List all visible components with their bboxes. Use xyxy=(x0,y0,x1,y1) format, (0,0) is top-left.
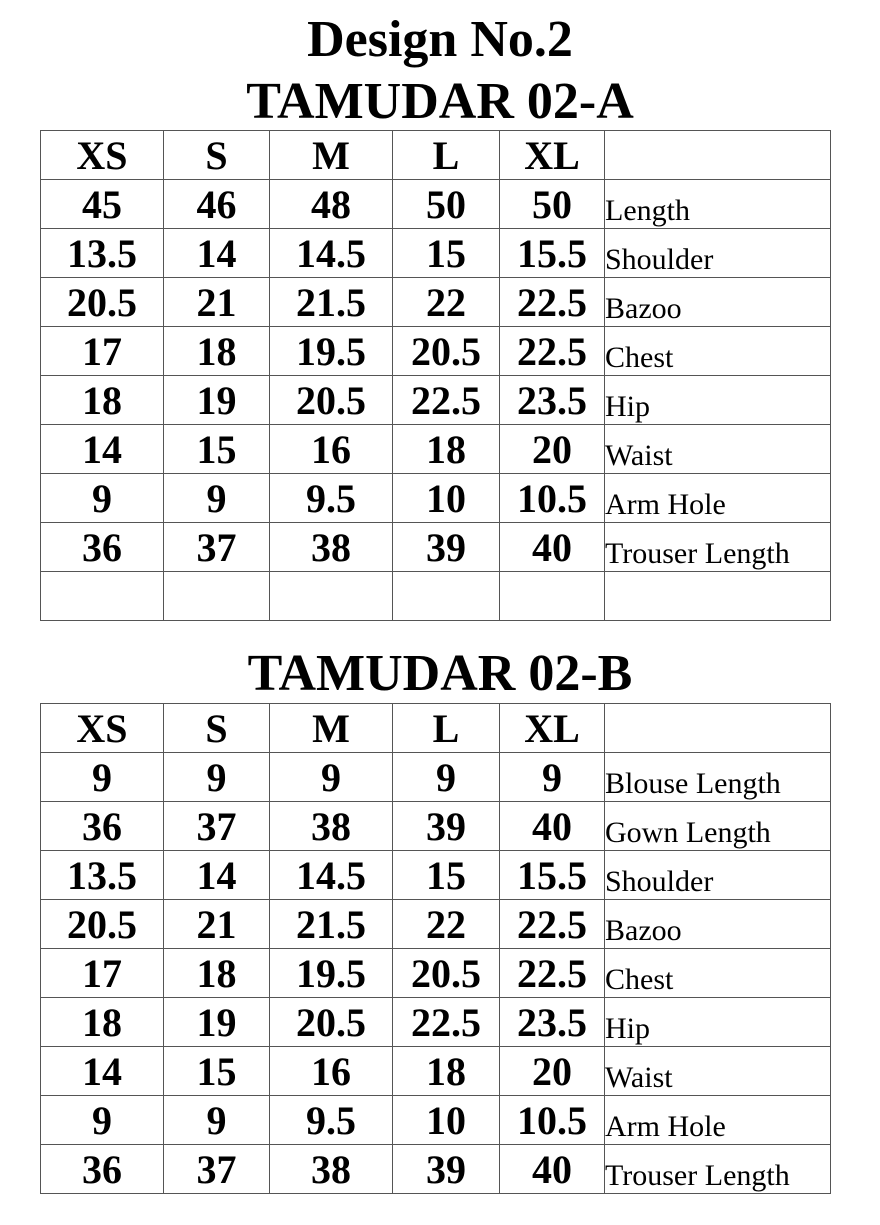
measurement-label: Trouser Length xyxy=(605,523,831,572)
measurement-label: Trouser Length xyxy=(605,1145,831,1194)
table-row xyxy=(41,900,831,949)
table-row xyxy=(41,523,831,572)
measurement-cell: 17 xyxy=(41,949,164,998)
measurement-cell: 22 xyxy=(393,900,500,949)
measurement-cell: 10 xyxy=(393,474,500,523)
measurement-label: Bazoo xyxy=(605,900,831,949)
measurement-cell: 36 xyxy=(41,802,164,851)
measurement-cell: 9 xyxy=(164,474,270,523)
table-row xyxy=(41,1047,831,1096)
measurement-cell: 14.5 xyxy=(270,229,393,278)
measurement-cell: 37 xyxy=(164,1145,270,1194)
table-row xyxy=(41,1096,831,1145)
measurement-cell: 14 xyxy=(41,1047,164,1096)
measurement-cell: 19 xyxy=(164,376,270,425)
measurement-cell: 19.5 xyxy=(270,327,393,376)
measurement-cell: 21.5 xyxy=(270,900,393,949)
measurement-cell: 22.5 xyxy=(393,376,500,425)
measurement-cell: 18 xyxy=(164,949,270,998)
table-row xyxy=(41,572,831,621)
measurement-cell: 20.5 xyxy=(270,998,393,1047)
measurement-cell: 13.5 xyxy=(41,229,164,278)
measurement-cell: 36 xyxy=(41,1145,164,1194)
measurement-cell: 20.5 xyxy=(41,278,164,327)
measurement-cell xyxy=(164,572,270,621)
measurement-cell: 9 xyxy=(393,753,500,802)
measurement-cell xyxy=(41,572,164,621)
measurement-label: Arm Hole xyxy=(605,1096,831,1145)
measurement-cell: 20 xyxy=(500,425,605,474)
measurement-cell: 14.5 xyxy=(270,851,393,900)
measurement-cell: 23.5 xyxy=(500,376,605,425)
measurement-cell: 15 xyxy=(164,425,270,474)
table-b-title: TAMUDAR 02-B xyxy=(247,645,633,702)
measurement-label: Blouse Length xyxy=(605,753,831,802)
measurement-cell xyxy=(500,572,605,621)
measurement-label: Chest xyxy=(605,327,831,376)
table-row xyxy=(41,851,831,900)
design-title: Design No.2 xyxy=(307,11,573,68)
measurement-cell: 20.5 xyxy=(393,949,500,998)
measurement-cell: 9.5 xyxy=(270,1096,393,1145)
measurement-cell: 22.5 xyxy=(500,900,605,949)
table-row xyxy=(41,229,831,278)
measurement-cell: 15 xyxy=(393,229,500,278)
table-a-title: TAMUDAR 02-A xyxy=(246,73,634,130)
measurement-cell: 50 xyxy=(393,180,500,229)
measurement-cell: 40 xyxy=(500,802,605,851)
size-header: M xyxy=(270,131,393,180)
size-table-b xyxy=(40,703,831,1194)
measurement-cell: 46 xyxy=(164,180,270,229)
measurement-label: Hip xyxy=(605,998,831,1047)
measurement-cell: 20.5 xyxy=(393,327,500,376)
measurement-cell: 40 xyxy=(500,523,605,572)
measurement-cell: 23.5 xyxy=(500,998,605,1047)
measurement-cell: 20 xyxy=(500,1047,605,1096)
measurement-cell: 19.5 xyxy=(270,949,393,998)
measurement-cell: 38 xyxy=(270,802,393,851)
size-header: L xyxy=(393,131,500,180)
measurement-cell: 50 xyxy=(500,180,605,229)
table-row xyxy=(41,376,831,425)
measurement-cell: 10 xyxy=(393,1096,500,1145)
measurement-cell: 22.5 xyxy=(500,327,605,376)
table-row xyxy=(41,180,831,229)
table-row xyxy=(41,998,831,1047)
size-header: XL xyxy=(500,704,605,753)
measurement-cell: 22.5 xyxy=(500,278,605,327)
table-header-row xyxy=(41,704,831,753)
table-row xyxy=(41,474,831,523)
measurement-cell: 10.5 xyxy=(500,1096,605,1145)
measurement-cell: 15.5 xyxy=(500,229,605,278)
measurement-cell xyxy=(270,572,393,621)
size-header: M xyxy=(270,704,393,753)
measurement-label: Arm Hole xyxy=(605,474,831,523)
size-table-a xyxy=(40,130,831,621)
measurement-cell: 15 xyxy=(164,1047,270,1096)
measurement-cell: 38 xyxy=(270,523,393,572)
measurement-cell: 20.5 xyxy=(41,900,164,949)
measurement-cell: 36 xyxy=(41,523,164,572)
measurement-cell: 10.5 xyxy=(500,474,605,523)
table-row xyxy=(41,425,831,474)
measurement-cell: 16 xyxy=(270,1047,393,1096)
measurement-cell: 9 xyxy=(41,474,164,523)
measurement-cell: 48 xyxy=(270,180,393,229)
table-row xyxy=(41,278,831,327)
measurement-label: Shoulder xyxy=(605,851,831,900)
measurement-cell: 21.5 xyxy=(270,278,393,327)
measurement-cell: 20.5 xyxy=(270,376,393,425)
label-header xyxy=(605,704,831,753)
measurement-cell: 18 xyxy=(393,425,500,474)
measurement-cell: 9 xyxy=(270,753,393,802)
measurement-label: Chest xyxy=(605,949,831,998)
measurement-cell: 15.5 xyxy=(500,851,605,900)
size-header: XL xyxy=(500,131,605,180)
table-row xyxy=(41,753,831,802)
measurement-cell: 17 xyxy=(41,327,164,376)
measurement-cell: 9 xyxy=(164,753,270,802)
measurement-cell: 37 xyxy=(164,802,270,851)
measurement-cell: 18 xyxy=(41,376,164,425)
measurement-label: Gown Length xyxy=(605,802,831,851)
table-row xyxy=(41,802,831,851)
measurement-cell: 9 xyxy=(164,1096,270,1145)
measurement-cell: 22.5 xyxy=(500,949,605,998)
table-row xyxy=(41,1145,831,1194)
measurement-cell: 19 xyxy=(164,998,270,1047)
measurement-cell: 39 xyxy=(393,1145,500,1194)
measurement-cell: 18 xyxy=(393,1047,500,1096)
size-header: S xyxy=(164,131,270,180)
table-row xyxy=(41,949,831,998)
measurement-label xyxy=(605,572,831,621)
measurement-label: Hip xyxy=(605,376,831,425)
measurement-cell: 39 xyxy=(393,523,500,572)
label-header xyxy=(605,131,831,180)
measurement-cell: 21 xyxy=(164,278,270,327)
measurement-cell: 9 xyxy=(41,1096,164,1145)
measurement-cell: 18 xyxy=(164,327,270,376)
measurement-cell: 40 xyxy=(500,1145,605,1194)
measurement-cell: 14 xyxy=(41,425,164,474)
table-header-row xyxy=(41,131,831,180)
measurement-cell: 13.5 xyxy=(41,851,164,900)
measurement-label: Bazoo xyxy=(605,278,831,327)
table-row xyxy=(41,327,831,376)
measurement-cell: 9 xyxy=(41,753,164,802)
measurement-cell: 15 xyxy=(393,851,500,900)
measurement-cell: 21 xyxy=(164,900,270,949)
measurement-cell: 37 xyxy=(164,523,270,572)
measurement-cell xyxy=(393,572,500,621)
measurement-cell: 38 xyxy=(270,1145,393,1194)
size-header: XS xyxy=(41,131,164,180)
measurement-cell: 16 xyxy=(270,425,393,474)
measurement-cell: 14 xyxy=(164,229,270,278)
size-header: L xyxy=(393,704,500,753)
measurement-cell: 18 xyxy=(41,998,164,1047)
measurement-cell: 9.5 xyxy=(270,474,393,523)
measurement-label: Length xyxy=(605,180,831,229)
measurement-cell: 39 xyxy=(393,802,500,851)
size-header: XS xyxy=(41,704,164,753)
measurement-cell: 22.5 xyxy=(393,998,500,1047)
measurement-cell: 45 xyxy=(41,180,164,229)
measurement-label: Waist xyxy=(605,1047,831,1096)
size-header: S xyxy=(164,704,270,753)
measurement-label: Waist xyxy=(605,425,831,474)
measurement-cell: 9 xyxy=(500,753,605,802)
measurement-label: Shoulder xyxy=(605,229,831,278)
measurement-cell: 14 xyxy=(164,851,270,900)
measurement-cell: 22 xyxy=(393,278,500,327)
